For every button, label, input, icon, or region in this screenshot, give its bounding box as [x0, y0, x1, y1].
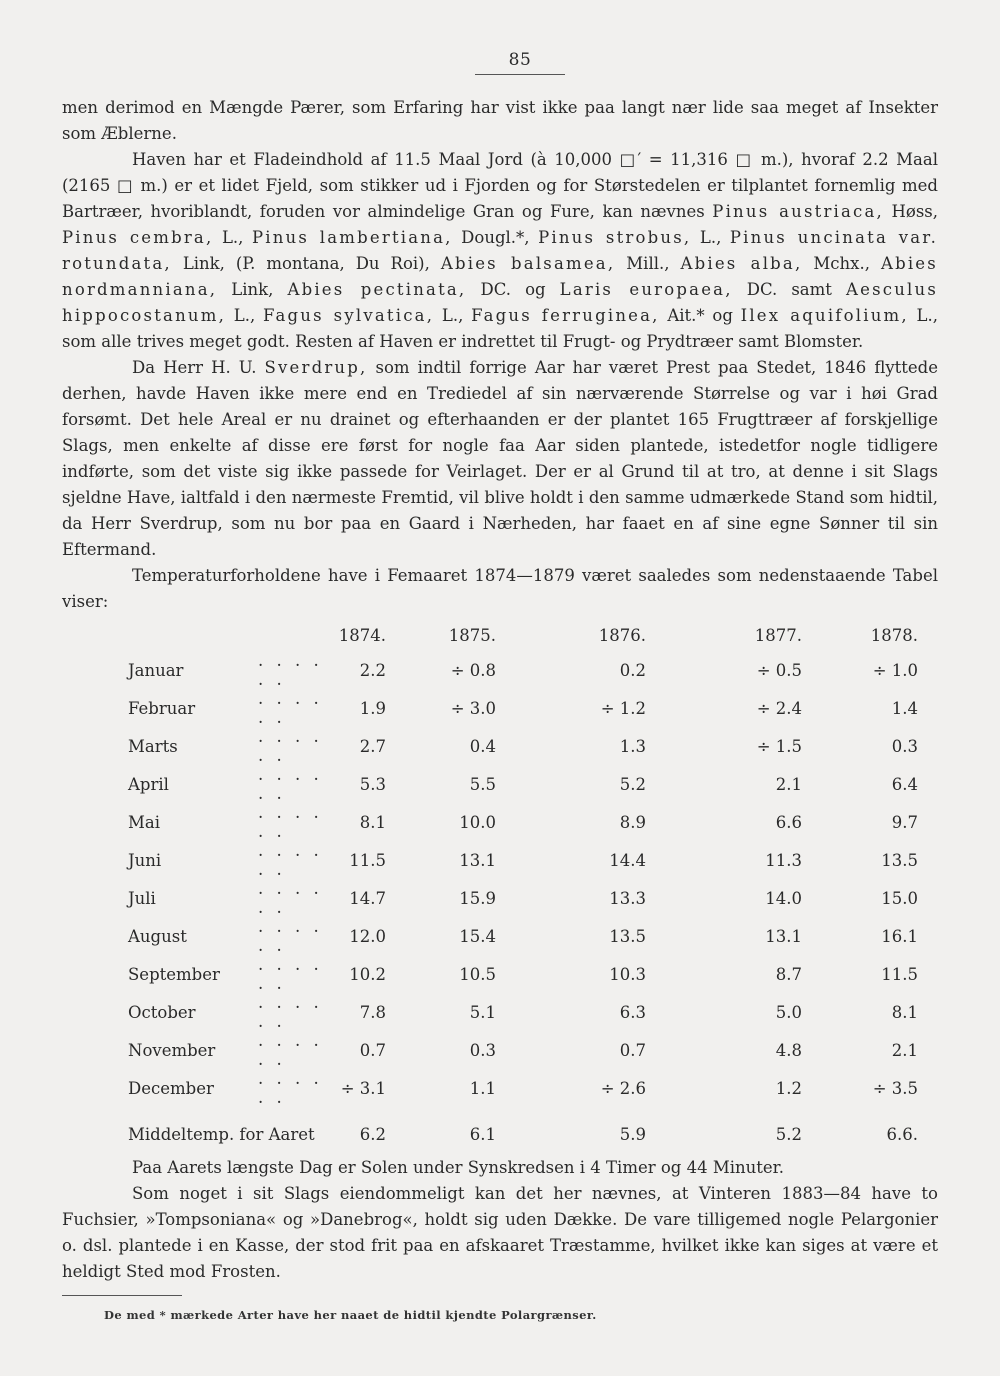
leader-dots: . . . . . . — [258, 879, 323, 917]
temperature-cell: 2.2 — [359, 660, 386, 680]
temperature-cell: ÷ 0.8 — [450, 660, 496, 680]
temperature-cell: 2.1 — [891, 1040, 918, 1060]
month-label: Februar — [128, 698, 196, 718]
temperature-table — [128, 619, 918, 1149]
paragraph-5: Paa Aarets længste Dag er Solen under Synskredsen i 4 Timer og 44 Minuter. — [132, 1158, 784, 1177]
temperature-cell: 9.7 — [891, 812, 918, 832]
temperature-cell: 0.7 — [619, 1040, 646, 1060]
temperature-cell: 15.4 — [459, 926, 496, 946]
temperature-cell: 7.8 — [359, 1002, 386, 1022]
mean-row — [128, 1107, 918, 1149]
year-header: 1876. — [598, 625, 646, 645]
leader-dots: . . . . . . — [258, 993, 323, 1031]
species-name: Pinus strobus, — [538, 228, 692, 247]
table-row — [128, 651, 918, 689]
month-label: April — [128, 774, 169, 794]
table-row — [128, 727, 918, 765]
temperature-cell: 0.4 — [469, 736, 496, 756]
temperature-cell: 5.0 — [775, 1002, 802, 1022]
temperature-cell: 10.5 — [459, 964, 496, 984]
temperature-cell: 13.5 — [881, 850, 918, 870]
temperature-cell: 11.5 — [881, 964, 918, 984]
page-number-rule — [475, 74, 565, 75]
month-label: October — [128, 1002, 196, 1022]
temperature-cell: 1.3 — [619, 736, 646, 756]
mean-cell: 5.9 — [619, 1124, 646, 1144]
temperature-cell: 5.5 — [469, 774, 496, 794]
temperature-cell: 10.3 — [609, 964, 646, 984]
month-label: December — [128, 1078, 214, 1098]
month-label: Mai — [128, 812, 161, 832]
table-row — [128, 1031, 918, 1069]
month-label: Januar — [128, 660, 184, 680]
mean-label: Middeltemp. for Aaret — [128, 1124, 315, 1144]
paragraph-2: Haven har et Fladeindhold af 11.5 Maal Jord (à 10,000 □′ = 11,316 □ m.), hvoraf 2.2 Maal (2165 □ m.) er et lidet Fjeld, som stikker ud i Fjorden og for Størstedelen er tilplantet fornemlig med Bartræer, hvoriblandt, foruden vor almindelige Gran og Fure, kan nævnes Pinus austriaca, Høss, Pinus cembra, L., Pinus lambertiana, Dougl.*, Pinus strobus, L., Pinus uncinata var. rotundata, Link, (P. montana, Du Roi), Abies balsamea, Mill., Abies alba, Mchx., Abies nordmanniana, Link, Abies pectinata, DC. og Laris europaea, DC. samt Aesculus hippocostanum, L., Fagus sylvatica, L., Fagus ferruginea, Ait.* og Ilex aquifolium, L., som alle trives meget godt. Resten af Haven er indrettet til Frugt- og Prydtræer samt Blomster. — [62, 150, 939, 351]
temperature-cell: 8.9 — [619, 812, 646, 832]
temperature-cell: 16.1 — [881, 926, 918, 946]
temperature-cell: 13.5 — [609, 926, 646, 946]
table-row — [128, 1069, 918, 1107]
temperature-cell: 8.1 — [891, 1002, 918, 1022]
species-name: Fagus sylvatica, — [262, 306, 435, 325]
temperature-cell: 14.4 — [609, 850, 646, 870]
table-row — [128, 955, 918, 993]
species-name: Aesculus hippocostanum, — [62, 280, 939, 325]
mean-cell: 5.2 — [775, 1124, 802, 1144]
temperature-cell: 5.1 — [469, 1002, 496, 1022]
temperature-cell: 15.9 — [459, 888, 496, 908]
temperature-cell: 8.7 — [775, 964, 802, 984]
leader-dots: . . . . . . — [258, 765, 323, 803]
footnote-rule — [62, 1295, 182, 1296]
temperature-cell: 13.1 — [459, 850, 496, 870]
temperature-cell: 6.6 — [775, 812, 802, 832]
footnote: De med * mærkede Arter have her naaet de hidtil kjendte Polargrænser. — [104, 1308, 597, 1322]
temperature-cell: 5.2 — [619, 774, 646, 794]
temperature-cell: ÷ 3.0 — [450, 698, 496, 718]
temperature-cell: 0.2 — [619, 660, 646, 680]
temperature-cell: 14.7 — [349, 888, 386, 908]
table-row — [128, 993, 918, 1031]
species-name: Fagus ferruginea, — [471, 306, 660, 325]
species-name: Pinus lambertiana, — [251, 228, 453, 247]
table-row — [128, 689, 918, 727]
temperature-cell: ÷ 1.5 — [756, 736, 802, 756]
temperature-cell: 10.0 — [459, 812, 496, 832]
temperature-cell: 1.1 — [469, 1078, 496, 1098]
species-name: Laris europaea, — [559, 280, 733, 299]
temperature-cell: 2.1 — [775, 774, 802, 794]
page-number: 85 — [508, 50, 532, 70]
leader-dots: . . . . . . — [258, 841, 323, 879]
temperature-cell: 13.3 — [609, 888, 646, 908]
temperature-cell: ÷ 3.1 — [340, 1078, 386, 1098]
temperature-cell: 1.9 — [359, 698, 386, 718]
temperature-cell: 0.7 — [359, 1040, 386, 1060]
leader-dots: . . . . . . — [258, 917, 323, 955]
mean-cell: 6.6. — [886, 1124, 918, 1144]
species-name: Ilex aquifolium, — [740, 306, 909, 325]
person-name: Sverdrup, — [264, 358, 368, 377]
year-header: 1875. — [448, 625, 496, 645]
table-row — [128, 765, 918, 803]
temperature-cell: 13.1 — [765, 926, 802, 946]
paragraph-6: Som noget i sit Slags eiendommeligt kan det her nævnes, at Vinteren 1883—84 have to Fuchsier, »Tompsoniana« og »Danebrog«, holdt sig uden Dække. De vare tilligemed nogle Pelargonier o. dsl. plantede i en Kasse, der stod frit paa en afskaaret Træstamme, hvilket ikke kan siges at være et heldigt Sted mod Frosten. — [62, 1184, 938, 1281]
leader-dots: . . . . . . — [258, 651, 323, 689]
table-row — [128, 841, 918, 879]
temperature-cell: 15.0 — [881, 888, 918, 908]
year-header: 1877. — [754, 625, 802, 645]
species-name: Pinus austriaca, — [712, 202, 884, 221]
table-header-row — [128, 619, 918, 651]
paragraph-3: Da Herr H. U. Sverdrup, som indtil forrige Aar har været Prest paa Stedet, 1846 flyttede derhen, havde Haven ikke mere end en Trediedel af sin nærværende Størrelse og var i høi Grad forsømt. Det hele Areal er nu drainet og efterhaanden er der plantet 165 Frugttræer af forskjellige Slags, men enkelte af disse ere først for nogle faa Aar siden plantede, istedetfor nogle tidligere indførte, som det viste sig ikke passede for Veirlaget. Der er al Grund til at tro, at denne i sit Slags sjeldne Have, ialtfald i den nærmeste Fremtid, vil blive holdt i den samme udmærkede Stand som hidtil, da Herr Sverdrup, som nu bor paa en Gaard i Nærheden, har faaet en af sine egne Sønner til sin Eftermand. — [62, 358, 938, 559]
temperature-cell: ÷ 1.0 — [872, 660, 918, 680]
leader-dots: . . . . . . — [258, 955, 323, 993]
temperature-cell: 11.5 — [349, 850, 386, 870]
leader-dots: . . . . . . — [258, 1069, 323, 1107]
month-label: Juli — [128, 888, 156, 908]
species-name: Abies alba, — [680, 254, 803, 273]
month-label: November — [128, 1040, 216, 1060]
table-row — [128, 803, 918, 841]
species-name: Abies nordmanniana, — [62, 254, 938, 299]
leader-dots: . . . . . . — [258, 689, 323, 727]
temperature-cell: 5.3 — [359, 774, 386, 794]
temperature-cell: 14.0 — [765, 888, 802, 908]
table-row — [128, 879, 918, 917]
temperature-cell: ÷ 2.6 — [600, 1078, 646, 1098]
species-name: Pinus uncinata var. rotundata, — [62, 228, 939, 273]
paragraph-4: Temperaturforholdene have i Femaaret 1874—1879 været saaledes som nedenstaaende Tabel viser: — [62, 566, 938, 611]
paragraph-1: men derimod en Mængde Pærer, som Erfaring har vist ikke paa langt nær lide saa meget af Insekter som Æblerne. — [62, 98, 938, 143]
year-header: 1878. — [870, 625, 918, 645]
species-name: Pinus cembra, — [62, 228, 214, 247]
temperature-cell: 0.3 — [469, 1040, 496, 1060]
temperature-cell: 10.2 — [349, 964, 386, 984]
month-label: September — [128, 964, 220, 984]
mean-cell: 6.1 — [469, 1124, 496, 1144]
leader-dots: . . . . . . — [258, 727, 323, 765]
month-label: Juni — [128, 850, 162, 870]
temperature-cell: ÷ 2.4 — [756, 698, 802, 718]
temperature-cell: 0.3 — [891, 736, 918, 756]
temperature-cell: 11.3 — [765, 850, 802, 870]
mean-cell: 6.2 — [359, 1124, 386, 1144]
temperature-cell: ÷ 3.5 — [872, 1078, 918, 1098]
document-page — [62, 50, 938, 1322]
temperature-cell: 1.4 — [891, 698, 918, 718]
month-label: August — [128, 926, 187, 946]
temperature-cell: ÷ 0.5 — [756, 660, 802, 680]
year-header: 1874. — [338, 625, 386, 645]
month-label: Marts — [128, 736, 178, 756]
temperature-cell: 1.2 — [775, 1078, 802, 1098]
leader-dots: . . . . . . — [258, 803, 323, 841]
temperature-cell: 8.1 — [359, 812, 386, 832]
species-name: Abies balsamea, — [440, 254, 616, 273]
temperature-cell: 6.3 — [619, 1002, 646, 1022]
temperature-cell: 2.7 — [359, 736, 386, 756]
leader-dots: . . . . . . — [258, 1031, 323, 1069]
table-row — [128, 917, 918, 955]
species-name: Abies pectinata, — [287, 280, 467, 299]
temperature-cell: ÷ 1.2 — [600, 698, 646, 718]
temperature-cell: 12.0 — [349, 926, 386, 946]
temperature-cell: 6.4 — [891, 774, 918, 794]
temperature-cell: 4.8 — [775, 1040, 802, 1060]
